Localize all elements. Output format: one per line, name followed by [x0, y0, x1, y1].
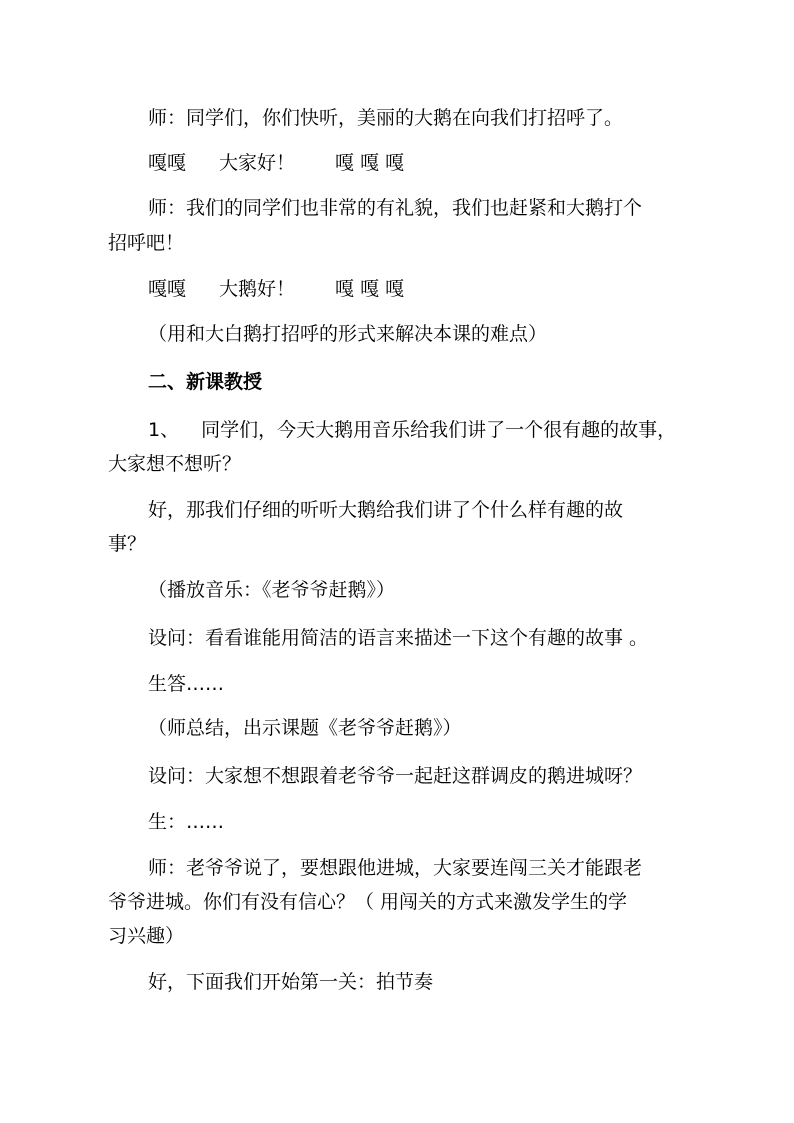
call-text: 嘎 嘎 嘎 — [335, 278, 405, 300]
paragraph-student-reply: 生：…… — [148, 811, 225, 833]
paragraph-goose-call-2 — [148, 278, 404, 300]
paragraph-teacher-challenge: 师：老爷爷说了，要想跟他进城，大家要连闯三关才能跟老 — [148, 857, 643, 879]
paragraph-teacher-polite: 师：我们的同学们也非常的有礼貌，我们也赶紧和大鹅打个 — [148, 197, 643, 219]
paragraph-teacher-greeting: 师：同学们，你们快听，美丽的大鹅在向我们打招呼了。 — [148, 107, 624, 129]
paragraph-goose-call-1 — [148, 152, 404, 174]
paragraph-continuation: 大家想不想听？ — [108, 453, 242, 475]
paragraph-continuation: 爷爷进城。你们有没有信心？（ 用闯关的方式来激发学生的学 — [108, 891, 628, 913]
call-text: 嘎 嘎 嘎 — [335, 152, 405, 174]
paragraph-item-1 — [148, 419, 676, 441]
paragraph-summary: （师总结，出示课题《老爷爷赶鹅》） — [148, 717, 462, 739]
item-text: 同学们，今天大鹅用音乐给我们讲了一个很有趣的故事， — [201, 419, 677, 441]
call-text: 嘎嘎 — [148, 278, 187, 300]
paragraph-question-2: 设问：大家想不想跟着老爷爷一起赶这群调皮的鹅进城呀？ — [148, 765, 643, 787]
paragraph-continuation: 招呼吧！ — [108, 232, 185, 254]
paragraph-question-1: 设问：看看谁能用简洁的语言来描述一下这个有趣的故事 。 — [148, 627, 649, 649]
greeting-text: 大鹅好！ — [219, 278, 296, 300]
paragraph-first-level: 好，下面我们开始第一关：拍节奏 — [148, 971, 434, 993]
paragraph-student-answer: 生答…… — [148, 673, 225, 695]
greeting-text: 大家好！ — [219, 152, 296, 174]
call-text: 嘎嘎 — [148, 152, 187, 174]
paragraph-play-music: （播放音乐：《老爷爷赶鹅》） — [148, 579, 396, 601]
section-heading: 二、新课教授 — [148, 371, 263, 393]
paragraph-note-difficulty: （用和大白鹅打招呼的形式来解决本课的难点） — [148, 323, 548, 345]
paragraph-listen: 好，那我们仔细的听听大鹅给我们讲了个什么样有趣的故 — [148, 499, 624, 521]
paragraph-continuation: 事？ — [108, 533, 147, 555]
paragraph-continuation: 习兴趣） — [108, 925, 185, 947]
list-number: 1、 — [148, 419, 180, 441]
